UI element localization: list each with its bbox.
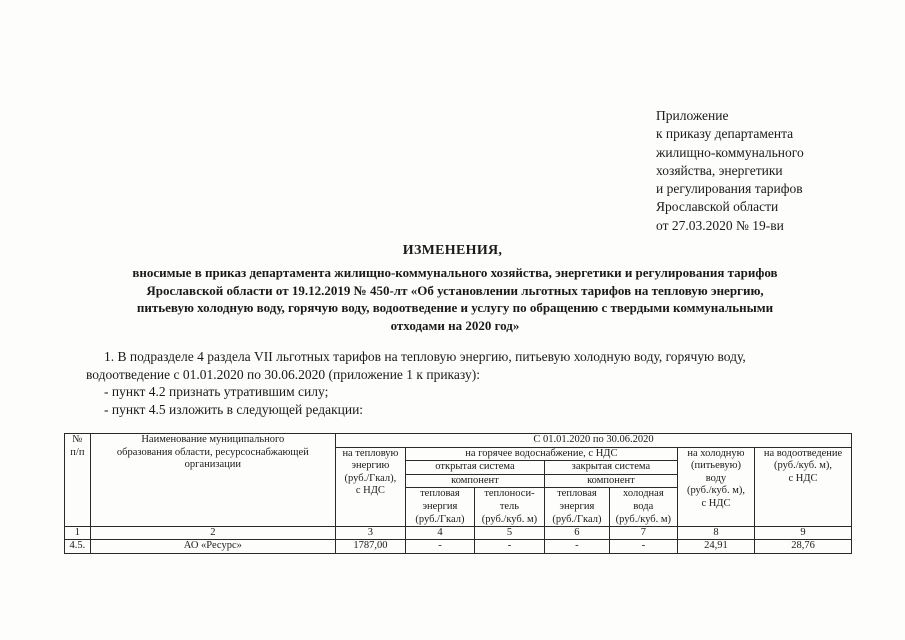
header-heat: на тепловую энергию (руб./Гкал), с НДС	[335, 447, 405, 527]
column-number: 3	[335, 527, 405, 540]
organization-name: АО «Ресурс»	[90, 540, 335, 554]
appendix-line: хозяйства, энергетики	[656, 162, 783, 178]
document-title: ИЗМЕНЕНИЯ,	[402, 243, 503, 258]
header-closed-system: закрытая система	[544, 461, 677, 475]
appendix-line: жилищно-коммунального	[656, 144, 804, 160]
appendix-line: к приказу департамента	[656, 126, 794, 142]
list-item: - пункт 4.5 изложить в следующей редакции:	[104, 401, 364, 417]
appendix-line: Ярославской области	[656, 199, 779, 215]
heat-tariff: 1787,00	[335, 540, 405, 554]
column-number: 5	[474, 527, 544, 540]
column-number-row	[65, 527, 852, 540]
column-number: 6	[544, 527, 609, 540]
subtitle-line: отходами на 2020 год»	[390, 317, 520, 333]
subtitle-line: Ярославской области от 19.12.2019 № 450-лт «Об установлении льготных тарифов на тепловую энергию,	[146, 282, 764, 298]
subtitle-line: вносимые в приказ департамента жилищно-коммунального хозяйства, энергетики и регулирования тарифов	[132, 265, 778, 280]
subtitle-line: питьевую холодную воду, горячую воду, водоотведение и услугу по обращению с твердыми коммунальными	[136, 300, 774, 315]
document-subtitle	[60, 264, 850, 334]
column-number: 8	[677, 527, 754, 540]
open-carrier-tariff: -	[474, 540, 544, 554]
header-name: Наименование муниципального образования области, ресурсоснабжающей организации	[90, 434, 335, 527]
column-number: 7	[609, 527, 677, 540]
open-heat-energy-tariff: -	[405, 540, 474, 554]
header-component: компонент	[405, 474, 544, 488]
cold-water-tariff: 24,91	[677, 540, 754, 554]
paragraph-line: 1. В подразделе 4 раздела VII льготных тарифов на тепловую энергию, питьевую холодную воду, горячую воду,	[104, 349, 746, 364]
header-component: компонент	[544, 474, 677, 488]
tariff-table	[64, 433, 852, 554]
header-closed-heat-energy: тепловая энергия (руб./Гкал)	[544, 488, 609, 527]
column-number: 1	[65, 527, 91, 540]
column-number: 2	[90, 527, 335, 540]
header-period: С 01.01.2020 по 30.06.2020	[335, 434, 851, 448]
header-cold-water: на холодную (питьевую) воду (руб./куб. м), с НДС	[677, 447, 754, 527]
appendix-line: и регулирования тарифов	[656, 181, 803, 197]
header-open-system: открытая система	[405, 461, 544, 475]
table-row	[65, 540, 852, 554]
appendix-line: Приложение	[656, 108, 729, 123]
closed-cold-water-tariff: -	[609, 540, 677, 554]
header-open-heat-energy: тепловая энергия (руб./Гкал)	[405, 488, 474, 527]
paragraph-line: водоотведение с 01.01.2020 по 30.06.2020 (приложение 1 к приказу):	[86, 366, 480, 382]
header-hot-water: на горячее водоснабжение, с НДС	[405, 447, 677, 461]
column-number: 9	[755, 527, 852, 540]
appendix-block	[656, 107, 804, 235]
header-num: № п/п	[65, 434, 91, 527]
row-number: 4.5.	[65, 540, 91, 554]
header-closed-cold-water: холодная вода (руб./куб. м)	[609, 488, 677, 527]
list-item: - пункт 4.2 признать утратившим силу;	[104, 384, 329, 399]
body-text	[88, 348, 746, 418]
column-number: 4	[405, 527, 474, 540]
drainage-tariff: 28,76	[755, 540, 852, 554]
header-open-carrier: теплоноси- тель (руб./куб. м)	[474, 488, 544, 527]
header-drainage: на водоотведение (руб./куб. м), с НДС	[755, 447, 852, 527]
appendix-line: от 27.03.2020 № 19-ви	[656, 217, 784, 233]
closed-heat-energy-tariff: -	[544, 540, 609, 554]
